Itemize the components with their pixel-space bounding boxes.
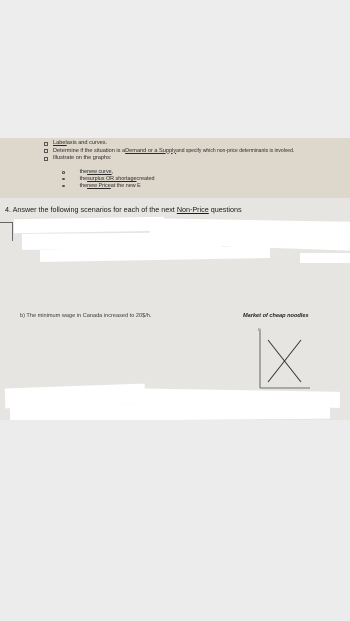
- subitem: [62, 183, 155, 190]
- checklist-text: Illustrate on the graphs:: [53, 155, 112, 162]
- checklist-text: axis and curves.: [66, 140, 108, 146]
- instructions-checklist: [44, 140, 294, 163]
- question-4-underlined: Non-Price: [176, 205, 209, 214]
- checkbox-icon: [44, 157, 48, 161]
- subitem-text: at the new E: [110, 182, 141, 189]
- checklist-item: [44, 148, 294, 156]
- checkbox-icon: [44, 142, 48, 146]
- checklist-underlined: Label: [53, 140, 67, 146]
- market-title: Market of cheap noodles: [243, 313, 309, 319]
- redaction-block: [40, 246, 270, 262]
- subitem-text: created: [136, 175, 155, 182]
- worksheet-photo: [0, 138, 350, 420]
- redaction-block: [300, 253, 350, 263]
- subitem-underlined: new Price: [87, 182, 111, 189]
- checklist-text: Determine if the situation is a: [53, 147, 126, 154]
- margin-bracket-mark: [0, 222, 13, 241]
- checklist-item: [44, 155, 294, 163]
- blank-top-area: [0, 0, 350, 138]
- subitem-text: ,: [111, 169, 114, 175]
- question-4-tail: questions: [208, 205, 242, 214]
- checklist-text: and specify which non-price determinants is involved.: [176, 147, 295, 154]
- bullet-icon: [62, 171, 65, 174]
- bullet-icon: [62, 185, 65, 188]
- bullet-icon: [62, 178, 65, 181]
- redaction-block: [14, 217, 164, 234]
- redaction-block: [10, 403, 330, 420]
- question-4-heading: [5, 205, 242, 214]
- subitem-underlined: surplus OR shortage: [87, 175, 137, 182]
- question-4-lead: 4. Answer the following scenarios for each of the next: [5, 205, 177, 214]
- blank-bottom-area: [0, 420, 350, 621]
- subitem-text: the: [79, 182, 88, 189]
- subitem: [62, 176, 155, 183]
- question-b: b) The minimum wage in Canada increased to 20$/h.: [20, 313, 152, 319]
- subitem-text: the: [79, 175, 88, 182]
- subitem: [62, 169, 155, 176]
- illustrate-subitems: [62, 169, 155, 189]
- checkbox-icon: [44, 149, 48, 153]
- checklist-item: [44, 140, 294, 148]
- y-axis-label: P: [258, 327, 261, 332]
- subitem-underlined: new curve: [87, 169, 112, 175]
- subitem-text: the: [79, 169, 88, 175]
- checklist-underlined: Demand or a Supply: [125, 147, 177, 154]
- supply-demand-graph: [255, 326, 315, 396]
